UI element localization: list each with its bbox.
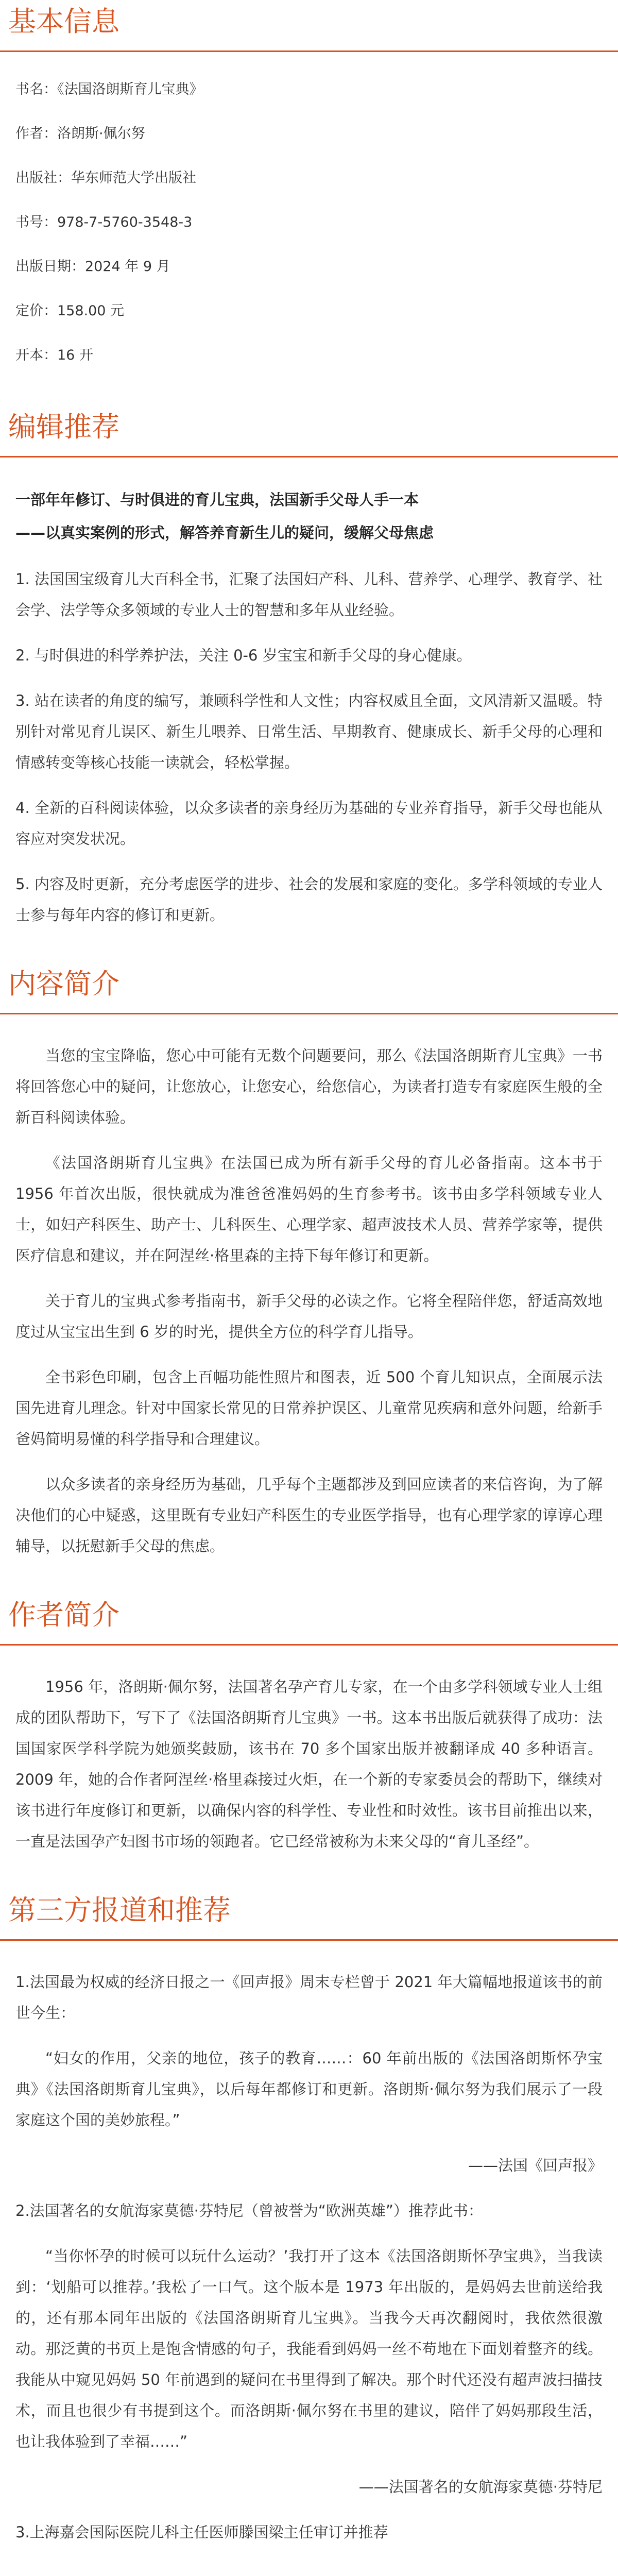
book-price: 定价：158.00 元 bbox=[15, 303, 125, 319]
intro-paragraph: 《法国洛朗斯育儿宝典》在法国已成为所有新手父母的育儿必备指南。这本书于 1956 年首次出版，很快就成为准爸爸准妈妈的生育参考书。该书由多学科领域专业人士，如妇产科医生、助产士、儿科医生、心理学家、超声波技术人员、营养学家等，提供医疗信息和建议，并在阿涅丝·格里森的主持下每年修订和更新。 bbox=[15, 1154, 603, 1264]
press-item: 1.法国最为权威的经济日报之一《回声报》周末专栏曾于 2021 年大篇幅地报道该书的前世今生： bbox=[15, 1973, 603, 2022]
book-pub-date: 出版日期：2024 年 9 月 bbox=[15, 259, 170, 275]
recommend-item: 2. 与时俱进的科学养护法，关注 0-6 岁宝宝和新手父母的身心健康。 bbox=[15, 647, 472, 664]
intro-paragraph: 以众多读者的亲身经历为基础，几乎每个主题都涉及到回应读者的来信咨询，为了解决他们的心中疑惑，这里既有专业妇产科医生的专业医学指导，也有心理学家的谆谆心理辅导，以抚慰新手父母的焦虑。 bbox=[15, 1476, 603, 1555]
book-format: 开本：16 开 bbox=[15, 347, 93, 363]
press-item: 3.上海嘉会国际医院儿科主任医师滕国梁主任审订并推荐 bbox=[15, 2523, 388, 2541]
recommend-item: 3. 站在读者的角度的编写，兼顾科学性和人文性；内容权威且全面，文风清新又温暖。特别针对常见育儿误区、新生儿喂养、日常生活、早期教育、健康成长、新手父母的心理和情感转变等核心技能一读就会，轻松掌握。 bbox=[15, 692, 603, 771]
book-author: 作者：洛朗斯·佩尔努 bbox=[15, 126, 145, 142]
intro-paragraph: 当您的宝宝降临，您心中可能有无数个问题要问，那么《法国洛朗斯育儿宝典》一书将回答您心中的疑问，让您放心，让您安心，给您信心，为读者打造专有家庭医生般的全新百科阅读体验。 bbox=[15, 1047, 603, 1126]
section-divider bbox=[0, 1013, 618, 1014]
recommend-subslogan: ——以真实案例的形式，解答养育新生儿的疑问，缓解父母焦虑 bbox=[15, 524, 434, 541]
press-quote: “当你怀孕的时候可以玩什么运动？’我打开了这本《法国洛朗斯怀孕宝典》，当我读到：‘划船可以推荐。’我松了一口气。这个版本是 1973 年出版的，是妈妈去世前送给我的，还有那本同年出版的《法国洛朗斯育儿宝典》。当我今天再次翻阅时，我依然很激动。那泛黄的书页上是饱含情感的句子，我能看到妈妈一丝不苟地在下面划着整齐的线。我能从中窥见妈妈 50 年前遇到的疑问在书里得到了解决。那个时代还没有超声波扫描技术，而且也很少有书提到这个。而洛朗斯·佩尔努在书里的建议，陪伴了妈妈那段生活，也让我体验到了幸福……” bbox=[15, 2247, 603, 2450]
press-quote-source: ——法国著名的女航海家莫德·芬特尼 bbox=[358, 2478, 603, 2496]
book-isbn: 书号：978-7-5760-3548-3 bbox=[15, 214, 193, 230]
press-item: 2.法国著名的女航海家莫德·芬特尼（曾被誉为“欧洲英雄”）推荐此书： bbox=[15, 2202, 483, 2219]
section-divider bbox=[0, 1939, 618, 1941]
recommend-slogan: 一部年年修订、与时俱进的育儿宝典，法国新手父母人手一本 bbox=[15, 491, 419, 509]
press-quote-source: ——法国《回声报》 bbox=[468, 2157, 603, 2174]
book-name: 书名：《法国洛朗斯育儿宝典》 bbox=[15, 81, 203, 97]
recommend-item: 4. 全新的百科阅读体验，以众多读者的亲身经历为基础的专业养育指导，新手父母也能从容应对突发状况。 bbox=[15, 799, 603, 848]
section-divider bbox=[0, 1644, 618, 1646]
section-title-content-intro: 内容简介 bbox=[8, 968, 119, 1000]
section-title-editor-recommend: 编辑推荐 bbox=[8, 411, 119, 443]
recommend-item: 1. 法国国宝级育儿大百科全书，汇聚了法国妇产科、儿科、营养学、心理学、教育学、社会学、法学等众多领域的专业人士的智慧和多年从业经验。 bbox=[15, 570, 603, 619]
section-title-press: 第三方报道和推荐 bbox=[8, 1894, 231, 1926]
section-title-basic-info: 基本信息 bbox=[8, 5, 119, 38]
author-paragraph: 1956 年，洛朗斯·佩尔努，法国著名孕产育儿专家，在一个由多学科领域专业人士组成的团队帮助下，写下了《法国洛朗斯育儿宝典》一书。这本书出版后就获得了成功：法国国家医学科学院为她颁奖鼓励，该书在 70 多个国家出版并被翻译成 40 多种语言。2009 年，她的合作者阿涅丝·格里森接过火炬，在一个新的专家委员会的帮助下，继续对该书进行年度修订和更新，以确保内容的科学性、专业性和时效性。该书目前推出以来，一直是法国孕产妇图书市场的领跑者。它已经常被称为未来父母的“育儿圣经”。 bbox=[15, 1678, 603, 1850]
press-quote: “妇女的作用，父亲的地位，孩子的教育……：60 年前出版的《法国洛朗斯怀孕宝典》《法国洛朗斯育儿宝典》，以后每年都修订和更新。洛朗斯·佩尔努为我们展示了一段家庭这个国的美妙旅程。” bbox=[15, 2049, 603, 2129]
section-divider bbox=[0, 456, 618, 457]
section-divider bbox=[0, 50, 618, 52]
intro-paragraph: 全书彩色印刷，包含上百幅功能性照片和图表，近 500 个育儿知识点，全面展示法国先进育儿理念。针对中国家长常见的日常养护误区、儿童常见疾病和意外问题，给新手爸妈简明易懂的科学指导和合理建议。 bbox=[15, 1368, 603, 1448]
intro-paragraph: 关于育儿的宝典式参考指南书，新手父母的必读之作。它将全程陪伴您，舒适高效地度过从宝宝出生到 6 岁的时光，提供全方位的科学育儿指导。 bbox=[15, 1292, 603, 1341]
recommend-item: 5. 内容及时更新，充分考虑医学的进步、社会的发展和家庭的变化。多学科领域的专业人士参与每年内容的修订和更新。 bbox=[15, 875, 603, 924]
book-publisher: 出版社：华东师范大学出版社 bbox=[15, 170, 196, 186]
section-title-author-intro: 作者简介 bbox=[8, 1599, 119, 1631]
